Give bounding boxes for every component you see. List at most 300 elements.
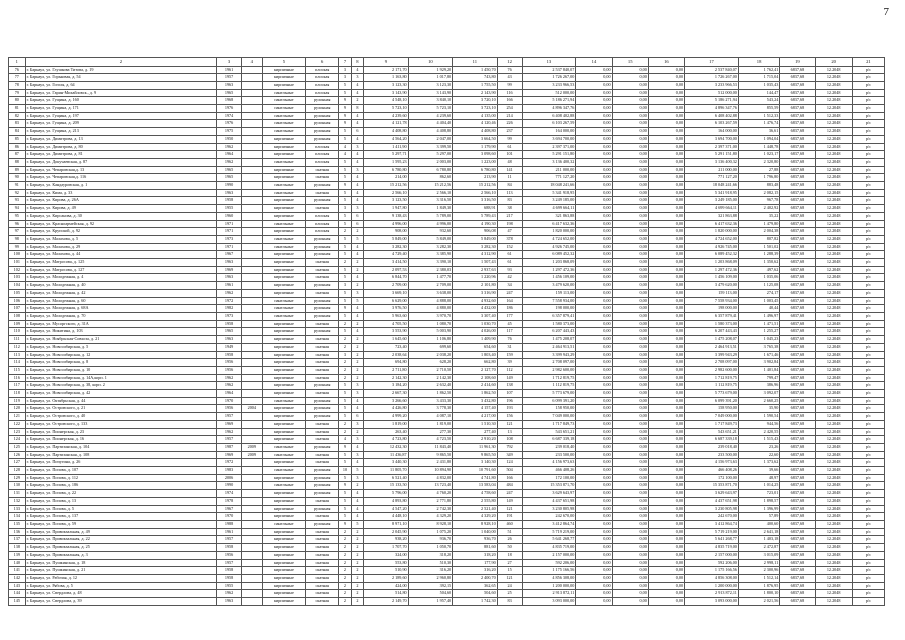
- cell-total-area: 9 138,43: [364, 212, 409, 220]
- cell-fund-method: р/с: [852, 528, 884, 536]
- table-row: [9, 397, 885, 405]
- table-row: [9, 81, 885, 89]
- cell-fund-method: р/с: [852, 474, 884, 482]
- cell-wall-material: кирпичные: [262, 551, 305, 559]
- cell-total-cost: 198 000,00: [522, 305, 576, 313]
- cell-residential-area: 1 450,70: [453, 66, 498, 74]
- cell-floors: 10: [339, 467, 351, 475]
- cell-year-reconstructed: [241, 112, 262, 120]
- cell-living-area: 4 760,20: [408, 490, 453, 498]
- cell-entrances: 4: [351, 243, 363, 251]
- table-row: [9, 305, 885, 313]
- cell-year-built: 1962: [217, 374, 242, 382]
- cell-planned-completion: 12.2048: [815, 289, 852, 297]
- cell-year-built: 1970: [217, 397, 242, 405]
- table-row: [9, 266, 885, 274]
- cell-fund-method: р/с: [852, 567, 884, 575]
- cell-year-built: 1961: [217, 528, 242, 536]
- cell-cost-per-sqm: 274,17: [738, 289, 779, 297]
- cell-municipal-share: 0,00: [612, 313, 648, 321]
- cell-cost-per-sqm: 1 396,99: [738, 505, 779, 513]
- cell-max-cost-per-sqm: 6837,68: [780, 551, 815, 559]
- cell-fund-method: р/с: [852, 182, 884, 190]
- cell-entrances: 3: [351, 436, 363, 444]
- cell-municipal-share: 0,00: [612, 397, 648, 405]
- cell-row-number: 101: [9, 259, 26, 267]
- cell-total-cost: 18 048 241,66: [522, 182, 576, 190]
- cell-address: г. Барнаул, ул. Глушкова Титова, д. 19: [25, 66, 217, 74]
- cell-year-built: 1958: [217, 574, 242, 582]
- cell-fund-method: р/с: [852, 151, 884, 159]
- cell-total-cost: 239 018,40: [522, 443, 576, 451]
- cell-cost-per-sqm: 1 035,06: [738, 274, 779, 282]
- cell-roof-type: скатная: [306, 259, 339, 267]
- table-row: [9, 212, 885, 220]
- cell-owner-funds: 7 049 000,00: [685, 413, 739, 421]
- cell-entrances: 5: [351, 297, 363, 305]
- cell-residents: 47: [497, 228, 522, 236]
- cell-residents: 48: [497, 158, 522, 166]
- cell-cost-per-sqm: 144,47: [738, 89, 779, 97]
- cell-residents: 31: [497, 343, 522, 351]
- cell-residents: 121: [497, 574, 522, 582]
- cell-living-area: 2 566,10: [408, 189, 453, 197]
- cell-cost-per-sqm: 1 373,62: [738, 459, 779, 467]
- cell-total-area: 15 212,56: [364, 182, 409, 190]
- cell-roof-type: скатная: [306, 536, 339, 544]
- cell-planned-completion: 12.2048: [815, 336, 852, 344]
- cell-residential-area: 8 928,10: [453, 520, 498, 528]
- housing-register-table-container: [8, 57, 885, 606]
- cell-living-area: 6 780,80: [408, 166, 453, 174]
- cell-cost-per-sqm: 723,01: [738, 490, 779, 498]
- cell-fund-share: 0,00: [576, 574, 612, 582]
- cell-wall-material: кирпичные: [262, 81, 305, 89]
- cell-total-cost: 5 641 268,77: [522, 536, 576, 544]
- cell-floors: 2: [339, 544, 351, 552]
- cell-row-number: 80: [9, 97, 26, 105]
- cell-living-area: 8 928,10: [408, 520, 453, 528]
- cell-owner-share: 0,00: [648, 81, 684, 89]
- cell-roof-type: скатная: [306, 366, 339, 374]
- cell-fund-method: р/с: [852, 366, 884, 374]
- table-row: [9, 497, 885, 505]
- cell-row-number: 98: [9, 235, 26, 243]
- cell-entrances: 4: [351, 497, 363, 505]
- cell-max-cost-per-sqm: 6837,68: [780, 120, 815, 128]
- cell-year-built: 2006: [217, 474, 242, 482]
- cell-year-built: 1958: [217, 567, 242, 575]
- cell-municipal-share: 0,00: [612, 243, 648, 251]
- cell-residential-area: 4 157,40: [453, 405, 498, 413]
- cell-row-number: 117: [9, 382, 26, 390]
- cell-year-reconstructed: [241, 120, 262, 128]
- cell-total-cost: 15 353 871,70: [522, 482, 576, 490]
- cell-total-area: 324,00: [364, 551, 409, 559]
- cell-living-area: 3 778,30: [408, 405, 453, 413]
- cell-owner-share: 0,00: [648, 574, 684, 582]
- cell-cost-per-sqm: 40,44: [738, 305, 779, 313]
- cell-planned-completion: 12.2048: [815, 81, 852, 89]
- cell-fund-method: р/с: [852, 413, 884, 421]
- cell-residential-area: 4 741,80: [453, 474, 498, 482]
- cell-municipal-share: 0,00: [612, 212, 648, 220]
- cell-owner-share: 0,00: [648, 197, 684, 205]
- cell-row-number: 89: [9, 166, 26, 174]
- cell-living-area: 5 789,00: [408, 212, 453, 220]
- cell-roof-type: рулонная: [306, 128, 339, 136]
- cell-max-cost-per-sqm: 6837,68: [780, 74, 815, 82]
- cell-address: г. Барнаул, ул. Привокзальная, д. 25: [25, 544, 217, 552]
- cell-cost-per-sqm: 1 762,41: [738, 66, 779, 74]
- table-row: [9, 320, 885, 328]
- cell-owner-funds: 5 341 918,95: [685, 189, 739, 197]
- cell-owner-funds: 6 357 879,41: [685, 313, 739, 321]
- cell-max-cost-per-sqm: 6837,68: [780, 182, 815, 190]
- cell-planned-completion: 12.2048: [815, 343, 852, 351]
- cell-owner-funds: 1 726 267,00: [685, 74, 739, 82]
- cell-roof-type: скатная: [306, 289, 339, 297]
- cell-address: г. Барнаул, ул. Пушкинская, д. 18: [25, 559, 217, 567]
- cell-roof-type: скатная: [306, 420, 339, 428]
- cell-owner-funds: 1 712 819,75: [685, 374, 739, 382]
- cell-owner-funds: 321 863,88: [685, 212, 739, 220]
- cell-wall-material: кирпичные: [262, 436, 305, 444]
- cell-residential-area: 3 140,30: [453, 459, 498, 467]
- cell-wall-material: кирпичные: [262, 66, 305, 74]
- cell-planned-completion: 12.2048: [815, 428, 852, 436]
- cell-total-cost: 2 397 371,00: [522, 143, 576, 151]
- column-number-14: 14: [576, 58, 612, 67]
- cell-owner-funds: 1 175 166,56: [685, 567, 739, 575]
- cell-max-cost-per-sqm: 6837,68: [780, 382, 815, 390]
- cell-total-area: 3 143,90: [364, 89, 409, 97]
- cell-max-cost-per-sqm: 6837,68: [780, 497, 815, 505]
- cell-planned-completion: 12.2048: [815, 189, 852, 197]
- cell-residents: 42: [497, 274, 522, 282]
- cell-wall-material: кирпичные: [262, 251, 305, 259]
- cell-year-built: 1956: [217, 366, 242, 374]
- table-row: [9, 413, 885, 421]
- cell-max-cost-per-sqm: 6837,68: [780, 235, 815, 243]
- cell-planned-completion: 12.2048: [815, 74, 852, 82]
- table-row: [9, 120, 885, 128]
- cell-entrances: 6: [351, 413, 363, 421]
- cell-total-cost: 1 203 868,09: [522, 259, 576, 267]
- cell-planned-completion: 12.2048: [815, 405, 852, 413]
- cell-total-cost: 1 200 000,00: [522, 582, 576, 590]
- cell-living-area: 2 710,50: [408, 366, 453, 374]
- cell-residents: 61: [497, 143, 522, 151]
- cell-roof-type: плоская: [306, 81, 339, 89]
- cell-fund-method: р/с: [852, 143, 884, 151]
- cell-municipal-share: 0,00: [612, 120, 648, 128]
- cell-residents: 121: [497, 505, 522, 513]
- cell-max-cost-per-sqm: 6837,68: [780, 405, 815, 413]
- cell-year-reconstructed: [241, 567, 262, 575]
- cell-floors: 5: [339, 405, 351, 413]
- cell-roof-type: скатная: [306, 497, 339, 505]
- cell-residential-area: 1 179,90: [453, 143, 498, 151]
- cell-owner-share: 0,00: [648, 413, 684, 421]
- cell-residential-area: 4 312,90: [453, 251, 498, 259]
- cell-owner-share: 0,00: [648, 351, 684, 359]
- cell-year-built: 1958: [217, 320, 242, 328]
- cell-wall-material: кирпичные: [262, 559, 305, 567]
- cell-owner-share: 0,00: [648, 313, 684, 321]
- cell-total-cost: 211 000,00: [522, 166, 576, 174]
- cell-roof-type: скатная: [306, 336, 339, 344]
- cell-total-area: 5 723,10: [364, 105, 409, 113]
- table-row: [9, 74, 885, 82]
- cell-row-number: 132: [9, 497, 26, 505]
- cell-municipal-share: 0,00: [612, 513, 648, 521]
- cell-address: г. Барнаул, ул. Красноармейская, д. 92: [25, 220, 217, 228]
- cell-municipal-share: 0,00: [612, 74, 648, 82]
- cell-residents: 116: [497, 89, 522, 97]
- cell-cost-per-sqm: 1 876,95: [738, 582, 779, 590]
- cell-residential-area: 3 723,10: [453, 105, 498, 113]
- cell-roof-type: скатная: [306, 189, 339, 197]
- cell-fund-share: 0,00: [576, 567, 612, 575]
- cell-max-cost-per-sqm: 6837,68: [780, 390, 815, 398]
- cell-planned-completion: 12.2048: [815, 182, 852, 190]
- cell-residential-area: 213,90: [453, 174, 498, 182]
- cell-living-area: 5 003,90: [408, 328, 453, 336]
- cell-owner-funds: 3 629 643,97: [685, 490, 739, 498]
- cell-residential-area: 3 282,30: [453, 243, 498, 251]
- cell-cost-per-sqm: 35,22: [738, 212, 779, 220]
- cell-living-area: 2 431,80: [408, 459, 453, 467]
- cell-total-cost: 3 629 643,97: [522, 490, 576, 498]
- cell-fund-method: р/с: [852, 105, 884, 113]
- cell-living-area: 2 632,40: [408, 382, 453, 390]
- cell-year-reconstructed: [241, 189, 262, 197]
- cell-year-built: 1988: [217, 520, 242, 528]
- cell-year-reconstructed: [241, 235, 262, 243]
- cell-total-area: 6 629,00: [364, 297, 409, 305]
- cell-fund-share: 0,00: [576, 228, 612, 236]
- cell-residents: 107: [497, 390, 522, 398]
- cell-residents: 50: [497, 544, 522, 552]
- cell-year-reconstructed: [241, 359, 262, 367]
- cell-residential-area: 11 961,30: [453, 443, 498, 451]
- cell-owner-share: 0,00: [648, 212, 684, 220]
- cell-fund-method: р/с: [852, 343, 884, 351]
- cell-municipal-share: 0,00: [612, 320, 648, 328]
- cell-address: г. Барнаул, ул. Свердлова, д. 39: [25, 598, 217, 606]
- cell-address: г. Барнаул, ул. Привокзальная, д. 22: [25, 536, 217, 544]
- cell-address: г. Барнаул, ул. Мусоргского, д. 31А: [25, 320, 217, 328]
- cell-year-built: 1958: [217, 351, 242, 359]
- cell-cost-per-sqm: 23,26: [738, 443, 779, 451]
- cell-cost-per-sqm: 3 902,84: [738, 359, 779, 367]
- cell-fund-method: р/с: [852, 135, 884, 143]
- cell-cost-per-sqm: 944,56: [738, 420, 779, 428]
- cell-total-cost: 3 399 943,29: [522, 351, 576, 359]
- cell-total-area: 4 996,00: [364, 220, 409, 228]
- cell-total-cost: 592 206,00: [522, 559, 576, 567]
- cell-total-area: 263,40: [364, 428, 409, 436]
- cell-owner-share: 0,00: [648, 151, 684, 159]
- cell-max-cost-per-sqm: 6837,68: [780, 282, 815, 290]
- cell-total-cost: 1 175 166,56: [522, 567, 576, 575]
- cell-floors: 5: [339, 505, 351, 513]
- cell-entrances: 2: [351, 551, 363, 559]
- cell-planned-completion: 12.2048: [815, 390, 852, 398]
- cell-living-area: 4 087,10: [408, 413, 453, 421]
- cell-wall-material: кирпичные: [262, 174, 305, 182]
- cell-floors: 2: [339, 567, 351, 575]
- cell-cost-per-sqm: 386,96: [738, 382, 779, 390]
- cell-row-number: 145: [9, 598, 26, 606]
- cell-roof-type: скатная: [306, 451, 339, 459]
- cell-residential-area: 1 040,00: [453, 528, 498, 536]
- cell-year-reconstructed: [241, 143, 262, 151]
- cell-residents: 61: [497, 259, 522, 267]
- cell-planned-completion: 12.2048: [815, 528, 852, 536]
- cell-fund-share: 0,00: [576, 282, 612, 290]
- cell-year-built: 1957: [217, 559, 242, 567]
- cell-fund-method: р/с: [852, 467, 884, 475]
- cell-residents: 349: [497, 451, 522, 459]
- cell-total-cost: 164 000,00: [522, 128, 576, 136]
- cell-owner-funds: 158 950,00: [685, 405, 739, 413]
- cell-municipal-share: 0,00: [612, 467, 648, 475]
- column-number-20: 20: [815, 58, 852, 67]
- cell-residential-area: 1 507,43: [453, 259, 498, 267]
- cell-cost-per-sqm: 1 471,51: [738, 320, 779, 328]
- cell-total-cost: 3 233 966,53: [522, 81, 576, 89]
- cell-roof-type: рулонная: [306, 305, 339, 313]
- cell-owner-funds: 4 896 347,76: [685, 105, 739, 113]
- cell-wall-material: кирпичные: [262, 205, 305, 213]
- cell-year-built: 1963: [217, 259, 242, 267]
- cell-wall-material: панельные: [262, 397, 305, 405]
- cell-owner-share: 0,00: [648, 544, 684, 552]
- cell-owner-share: 0,00: [648, 66, 684, 74]
- cell-owner-share: 0,00: [648, 559, 684, 567]
- cell-planned-completion: 12.2048: [815, 205, 852, 213]
- cell-roof-type: рулонная: [306, 235, 339, 243]
- cell-max-cost-per-sqm: 6837,68: [780, 490, 815, 498]
- cell-fund-share: 0,00: [576, 189, 612, 197]
- cell-roof-type: скатная: [306, 590, 339, 598]
- cell-max-cost-per-sqm: 6837,68: [780, 313, 815, 321]
- cell-planned-completion: 12.2048: [815, 235, 852, 243]
- cell-living-area: 1 050,70: [408, 544, 453, 552]
- cell-address: г. Барнаул, ул. Попова, д. 137: [25, 513, 217, 521]
- cell-residents: 15: [497, 567, 522, 575]
- cell-residents: 226: [497, 120, 522, 128]
- cell-municipal-share: 0,00: [612, 189, 648, 197]
- cell-year-reconstructed: [241, 374, 262, 382]
- cell-municipal-share: 0,00: [612, 366, 648, 374]
- cell-roof-type: рулонная: [306, 297, 339, 305]
- cell-residential-area: 15 212,56: [453, 182, 498, 190]
- cell-owner-share: 0,00: [648, 166, 684, 174]
- cell-total-cost: 6 103 267,59: [522, 120, 576, 128]
- cell-fund-method: р/с: [852, 289, 884, 297]
- cell-owner-share: 0,00: [648, 289, 684, 297]
- cell-year-reconstructed: [241, 551, 262, 559]
- cell-planned-completion: 12.2048: [815, 366, 852, 374]
- cell-planned-completion: 12.2048: [815, 328, 852, 336]
- cell-row-number: 125: [9, 443, 26, 451]
- cell-total-cost: 543 651,21: [522, 428, 576, 436]
- cell-max-cost-per-sqm: 6837,68: [780, 567, 815, 575]
- cell-roof-type: скатная: [306, 374, 339, 382]
- cell-owner-share: 0,00: [648, 220, 684, 228]
- cell-entrances: 5: [351, 520, 363, 528]
- cell-address: г. Барнаул, ул. Димитрова, д. 81: [25, 151, 217, 159]
- cell-fund-method: р/с: [852, 490, 884, 498]
- cell-planned-completion: 12.2048: [815, 105, 852, 113]
- cell-year-reconstructed: [241, 182, 262, 190]
- cell-living-area: 510,30: [408, 559, 453, 567]
- cell-total-cost: 233 500,00: [522, 451, 576, 459]
- table-row: [9, 174, 885, 182]
- cell-fund-share: 0,00: [576, 158, 612, 166]
- cell-owner-funds: 4 856 308,00: [685, 574, 739, 582]
- cell-living-area: 1 075,20: [408, 528, 453, 536]
- cell-residents: 112: [497, 366, 522, 374]
- cell-roof-type: рулонная: [306, 197, 339, 205]
- cell-total-area: 5 796,00: [364, 490, 409, 498]
- cell-residential-area: 1 755,50: [453, 81, 498, 89]
- cell-municipal-share: 0,00: [612, 135, 648, 143]
- cell-entrances: 2: [351, 320, 363, 328]
- table-row: [9, 105, 885, 113]
- cell-owner-share: 0,00: [648, 135, 684, 143]
- cell-floors: 9: [339, 97, 351, 105]
- cell-total-area: 2 667,30: [364, 390, 409, 398]
- cell-fund-share: 0,00: [576, 474, 612, 482]
- cell-entrances: 4: [351, 66, 363, 74]
- cell-entrances: 3: [351, 390, 363, 398]
- cell-max-cost-per-sqm: 6837,68: [780, 482, 815, 490]
- cell-roof-type: скатная: [306, 551, 339, 559]
- cell-living-area: 3 840,10: [408, 97, 453, 105]
- cell-address: г. Барнаул, ул. Гущина, д. 171: [25, 105, 217, 113]
- cell-living-area: 1 477,70: [408, 274, 453, 282]
- table-row: [9, 297, 885, 305]
- cell-wall-material: кирпичные: [262, 505, 305, 513]
- cell-residential-area: 1 220,96: [453, 274, 498, 282]
- cell-roof-type: скатная: [306, 174, 339, 182]
- cell-owner-funds: 4 724 652,00: [685, 235, 739, 243]
- cell-residents: 166: [497, 474, 522, 482]
- cell-wall-material: кирпичные: [262, 413, 305, 421]
- cell-living-area: 699,60: [408, 343, 453, 351]
- cell-fund-method: р/с: [852, 590, 884, 598]
- column-number-12: 12: [497, 58, 522, 67]
- cell-floors: 5: [339, 235, 351, 243]
- cell-total-cost: 1 726 267,00: [522, 74, 576, 82]
- cell-roof-type: плоская: [306, 212, 339, 220]
- cell-address: г. Барнаул, ул. Молодежная, д. 4: [25, 274, 217, 282]
- cell-residential-area: 4 758,60: [453, 490, 498, 498]
- cell-year-reconstructed: [241, 459, 262, 467]
- cell-planned-completion: 12.2048: [815, 497, 852, 505]
- cell-row-number: 111: [9, 336, 26, 344]
- cell-wall-material: кирпичные: [262, 336, 305, 344]
- cell-fund-share: 0,00: [576, 497, 612, 505]
- cell-living-area: 628,20: [408, 359, 453, 367]
- cell-residents: 117: [497, 328, 522, 336]
- cell-fund-method: р/с: [852, 282, 884, 290]
- cell-entrances: 4: [351, 443, 363, 451]
